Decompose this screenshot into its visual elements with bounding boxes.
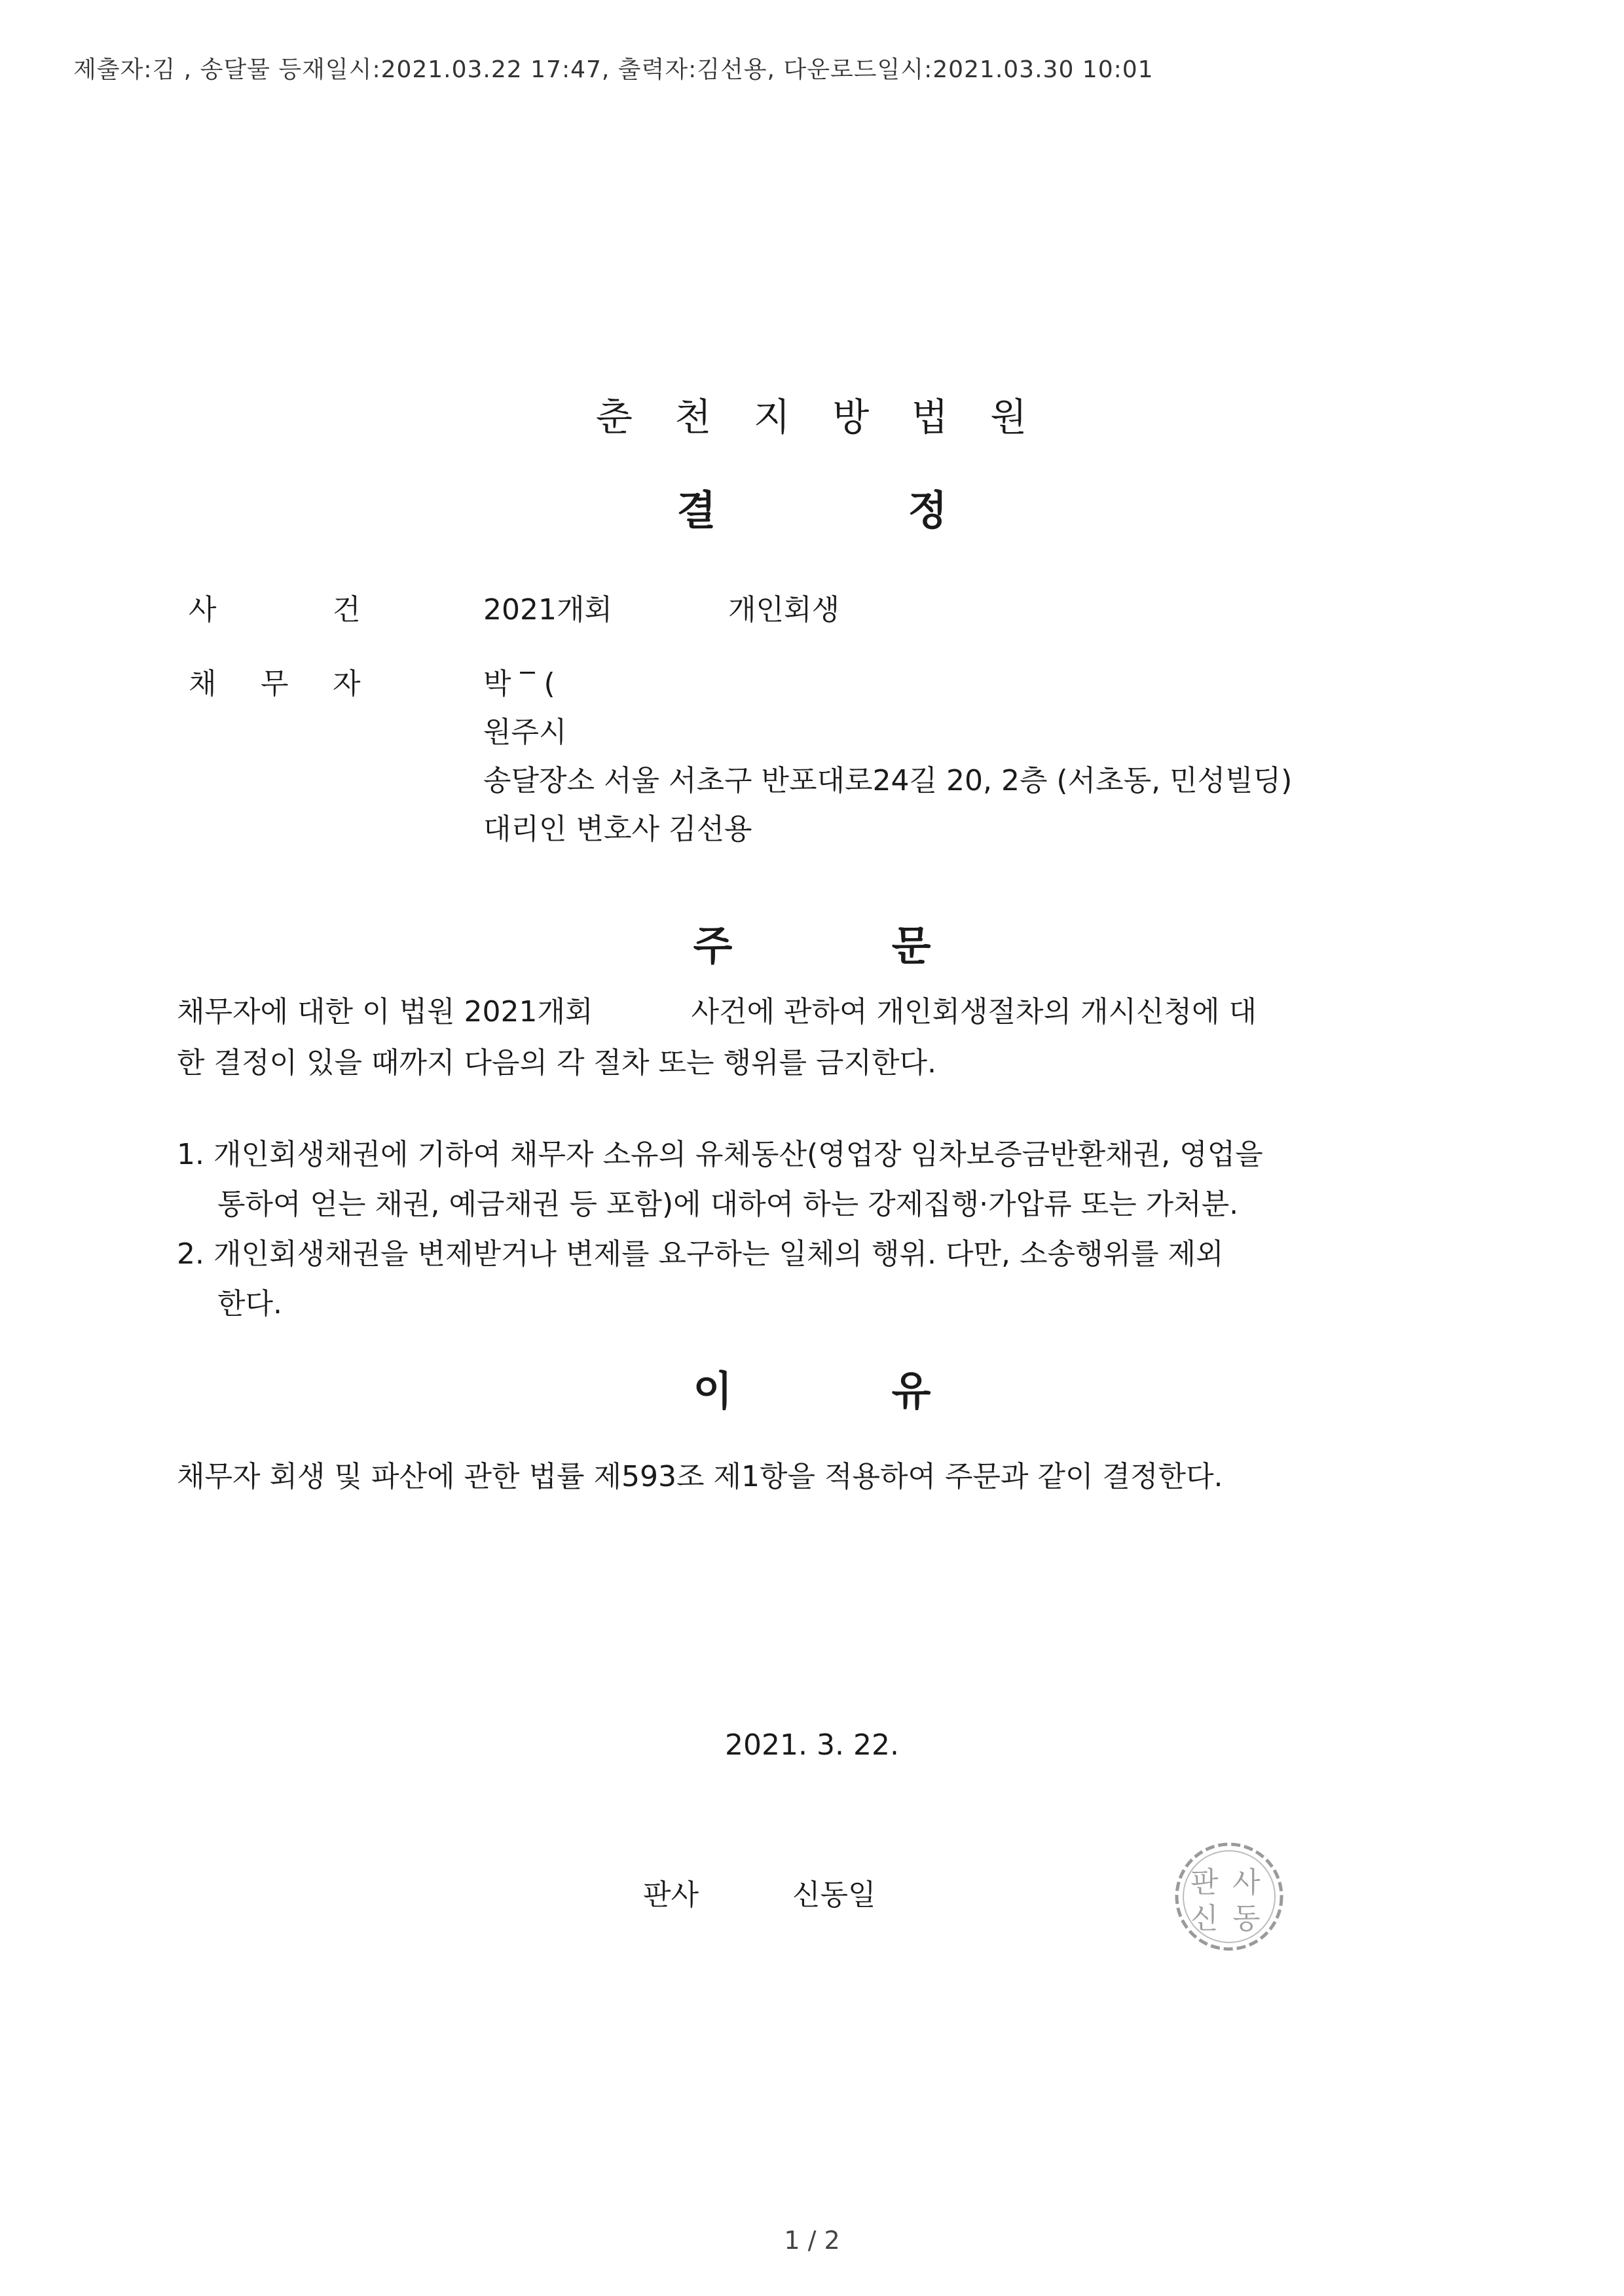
order-heading-right: 문: [891, 922, 931, 970]
order-item-2-line1: 2. 개인회생채권을 변제받거나 변제를 요구하는 일체의 행위. 다만, 소송행위를 제외: [177, 1237, 1224, 1271]
debtor-label-char: 자: [333, 667, 361, 701]
order-item-1-line1: 1. 개인회생채권에 기하여 채무자 소유의 유체동산(영업장 임차보증금반환채권, 영업을: [177, 1138, 1263, 1171]
order-heading: [0, 913, 1624, 972]
service-address: 송달장소 서울 서초구 반포대로24길 20, 2층 (서초동, 민성빌딩): [483, 764, 1293, 797]
decision-date: 2021. 3. 22.: [725, 1728, 899, 1762]
order-heading-left: 주: [693, 922, 733, 970]
order-intro-line2: 한 결정이 있을 때까지 다음의 각 절차 또는 행위를 금지한다.: [177, 1046, 936, 1080]
court-name-char: 지: [753, 395, 792, 439]
reason-heading-left: 이: [693, 1367, 733, 1415]
judge-name: 신동일: [792, 1878, 876, 1912]
debtor-label-char: 채: [189, 667, 217, 701]
order-intro-line1b: 사건에 관하여 개인회생절차의 개시신청에 대: [691, 995, 1257, 1029]
reason-text: 채무자 회생 및 파산에 관한 법률 제593조 제1항을 적용하여 주문과 같이 결정한다.: [177, 1460, 1223, 1493]
court-name-char: 춘: [595, 395, 634, 439]
seal-glyph: 사: [1232, 1866, 1261, 1899]
court-name-char: 원: [990, 395, 1029, 439]
order-item-1-line2: 통하여 얻는 채권, 예금채권 등 포함)에 대하여 하는 강제집행·가압류 또는 가처분.: [217, 1188, 1239, 1221]
reason-heading: [0, 1358, 1624, 1417]
seal-glyph: 신: [1190, 1902, 1219, 1935]
seal-glyph: 판: [1190, 1866, 1219, 1899]
page-number: 1 / 2: [784, 2226, 840, 2255]
case-label-char: 사: [189, 593, 217, 627]
judge-title: 판사: [643, 1878, 699, 1912]
print-header: 제출자:김 , 송달물 등재일시:2021.03.22 17:47, 출력자:김선용, 다운로드일시:2021.03.30 10:01: [73, 56, 1154, 83]
case-row: [0, 586, 1624, 625]
case-name: 개인회생: [728, 593, 840, 627]
court-name-char: 방: [832, 395, 871, 439]
title-right-char: 정: [908, 486, 948, 534]
court-name: [0, 386, 1624, 441]
order-intro-line1: [177, 983, 1257, 1041]
case-number: 2021개회: [483, 593, 612, 627]
order-item-2-line2: 한다.: [217, 1287, 282, 1321]
document-title: [0, 478, 1624, 536]
order-intro-line1a: 채무자에 대한 이 법원 2021개회: [177, 995, 593, 1029]
court-name-char: 법: [911, 395, 950, 439]
legal-agent: 대리인 변호사 김선용: [483, 812, 752, 846]
title-left-char: 결: [676, 486, 716, 534]
official-seal-stamp: [1172, 1840, 1287, 1954]
case-label-char: 건: [333, 593, 361, 627]
debtor-address: 원주시: [483, 716, 567, 749]
debtor-label-char: 무: [261, 667, 289, 701]
reason-heading-right: 유: [891, 1367, 931, 1415]
seal-glyph: 동: [1232, 1902, 1261, 1935]
debtor-row: [0, 660, 1624, 699]
debtor-name: 박 ‾ (: [483, 667, 555, 701]
seal-icon: [1172, 1840, 1287, 1954]
court-name-char: 천: [674, 395, 713, 439]
